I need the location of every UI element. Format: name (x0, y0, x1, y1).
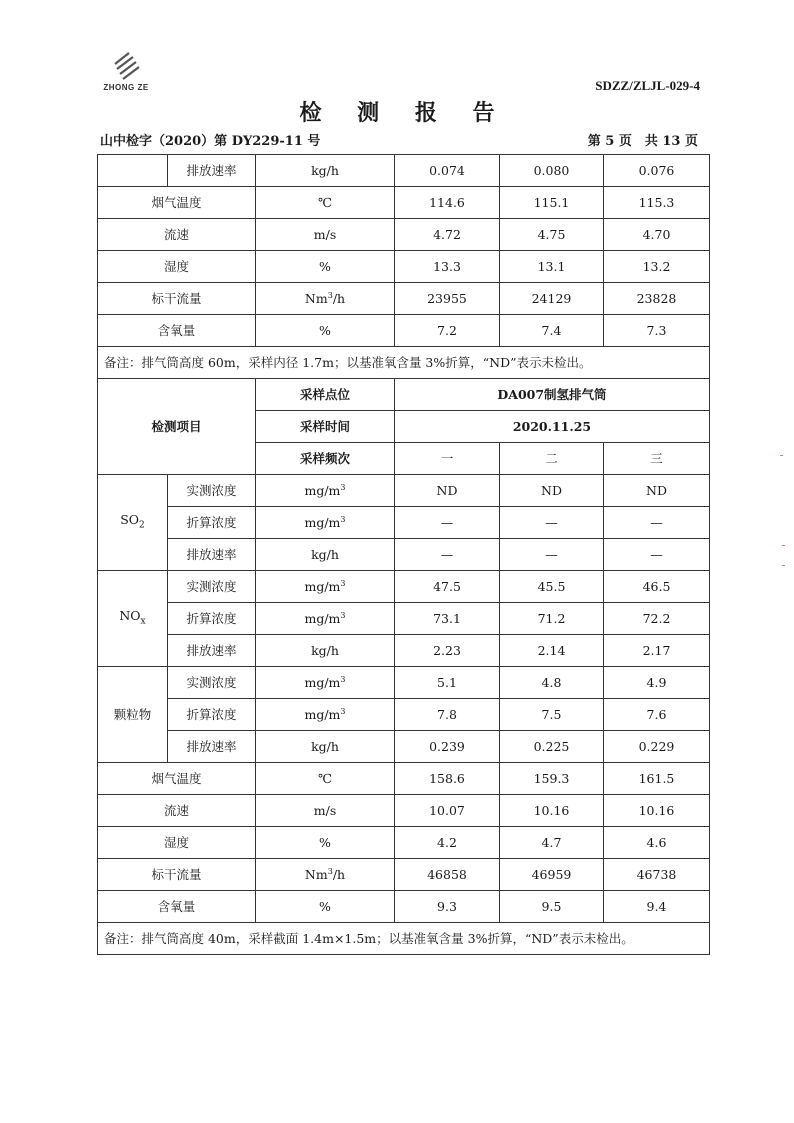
value-cell: 115.1 (500, 187, 604, 219)
value-cell: 45.5 (500, 571, 604, 603)
value-cell: 7.2 (395, 315, 500, 347)
value-cell: — (604, 507, 710, 539)
unit-base: mg/m (304, 706, 341, 722)
value-cell: 159.3 (500, 763, 604, 795)
unit-cell (256, 475, 395, 507)
value-cell: 4.75 (500, 219, 604, 251)
value-cell: 0.229 (604, 731, 710, 763)
unit-superscript: 3 (340, 610, 346, 620)
unit-cell: m/s (256, 795, 395, 827)
value-cell: 0.080 (500, 155, 604, 187)
frequency-cell: 二 (500, 443, 604, 475)
pollutant-subscript: x (140, 616, 146, 627)
value-cell: 161.5 (604, 763, 710, 795)
value-cell: 0.239 (395, 731, 500, 763)
page-title: 检 测 报 告 (299, 100, 509, 126)
value-cell: 23955 (395, 283, 500, 315)
value-cell: — (395, 507, 500, 539)
table-row (98, 251, 710, 283)
value-cell: 10.16 (500, 795, 604, 827)
unit-cell: m/s (256, 219, 395, 251)
value-cell: — (395, 539, 500, 571)
item-cell: 排放速率 (168, 731, 256, 763)
table-row (98, 603, 710, 635)
pollutant-name: NO (119, 608, 141, 624)
value-cell: 0.074 (395, 155, 500, 187)
report-number: 山中检字（2020）第 DY229-11 号 (100, 134, 321, 149)
value-cell: 4.8 (500, 667, 604, 699)
sampling-point-value: DA007制氢排气筒 (395, 379, 710, 411)
value-cell: 71.2 (500, 603, 604, 635)
value-cell: 9.3 (395, 891, 500, 923)
value-cell: 10.07 (395, 795, 500, 827)
scan-mark (782, 545, 785, 546)
unit-cell (256, 667, 395, 699)
value-cell: ND (604, 475, 710, 507)
pollutant-particulate: 颗粒物 (98, 667, 168, 763)
unit-superscript: 3 (340, 578, 346, 588)
sampling-time-value: 2020.11.25 (395, 411, 710, 443)
unit-base: kg/h (311, 546, 339, 562)
value-cell: 5.1 (395, 667, 500, 699)
table-row (98, 475, 710, 507)
value-cell: 7.6 (604, 699, 710, 731)
value-cell: 115.3 (604, 187, 710, 219)
table-row (98, 155, 710, 187)
unit-cell: % (256, 251, 395, 283)
unit-cell (256, 283, 395, 315)
item-cell: 排放速率 (168, 155, 256, 187)
unit-cell: ℃ (256, 187, 395, 219)
value-cell: ND (500, 475, 604, 507)
unit-cell (256, 603, 395, 635)
value-cell: — (500, 539, 604, 571)
value-cell: 7.3 (604, 315, 710, 347)
unit-base: mg/m (304, 578, 341, 594)
unit-cell (256, 635, 395, 667)
pollutant-name: SO (120, 512, 140, 528)
item-cell: 标干流量 (98, 283, 256, 315)
table-row (98, 859, 710, 891)
table-row (98, 763, 710, 795)
item-cell: 标干流量 (98, 859, 256, 891)
detection-item-label: 检测项目 (98, 379, 256, 475)
value-cell: 0.225 (500, 731, 604, 763)
unit-cell: % (256, 827, 395, 859)
item-cell: 湿度 (98, 251, 256, 283)
item-cell: 流速 (98, 219, 256, 251)
value-cell: 4.9 (604, 667, 710, 699)
value-cell: 9.5 (500, 891, 604, 923)
value-cell: 46959 (500, 859, 604, 891)
unit-superscript: 3 (340, 674, 346, 684)
value-cell: 13.1 (500, 251, 604, 283)
unit-tail: /h (332, 866, 346, 882)
value-cell: 46858 (395, 859, 500, 891)
value-cell: 46738 (604, 859, 710, 891)
value-cell: 9.4 (604, 891, 710, 923)
company-logo (100, 50, 152, 92)
value-cell: 4.2 (395, 827, 500, 859)
note-text: 备注：排气筒高度 60m，采样内径 1.7m；以基准氧含量 3%折算，“ND”表示未检出。 (98, 347, 710, 379)
value-cell: 47.5 (395, 571, 500, 603)
item-cell: 实测浓度 (168, 475, 256, 507)
frequency-cell: 三 (604, 443, 710, 475)
table-row (98, 283, 710, 315)
table-row (98, 571, 710, 603)
unit-cell: % (256, 891, 395, 923)
unit-superscript: 3 (327, 290, 333, 300)
unit-base: kg/h (311, 738, 339, 754)
value-cell: 4.7 (500, 827, 604, 859)
table-row (98, 539, 710, 571)
value-cell: 13.3 (395, 251, 500, 283)
item-cell: 烟气温度 (98, 187, 256, 219)
scan-mark (780, 455, 783, 456)
document-code: SDZZ/ZLJL-029-4 (595, 78, 700, 93)
table-row (98, 187, 710, 219)
table-row (98, 635, 710, 667)
unit-base: mg/m (304, 482, 341, 498)
unit-base: mg/m (304, 674, 341, 690)
value-cell: 114.6 (395, 187, 500, 219)
value-cell: — (500, 507, 604, 539)
item-cell: 含氧量 (98, 891, 256, 923)
value-cell: 72.2 (604, 603, 710, 635)
item-cell: 烟气温度 (98, 763, 256, 795)
frequency-cell: 一 (395, 443, 500, 475)
pollutant-so2 (98, 475, 168, 571)
sampling-frequency-label: 采样频次 (256, 443, 395, 475)
table-row (98, 827, 710, 859)
item-cell: 实测浓度 (168, 571, 256, 603)
value-cell: ND (395, 475, 500, 507)
unit-cell: % (256, 315, 395, 347)
value-cell: 23828 (604, 283, 710, 315)
empty-cell (98, 155, 168, 187)
value-cell: 7.4 (500, 315, 604, 347)
value-cell: 7.5 (500, 699, 604, 731)
unit-cell (256, 731, 395, 763)
value-cell: 4.72 (395, 219, 500, 251)
pollutant-subscript: 2 (139, 520, 145, 531)
logo-text: ZHONG ZE (103, 83, 149, 92)
note-row (98, 923, 710, 955)
sampling-point-label: 采样点位 (256, 379, 395, 411)
table-row (98, 699, 710, 731)
value-cell: 2.14 (500, 635, 604, 667)
table-row (98, 731, 710, 763)
value-cell: 73.1 (395, 603, 500, 635)
table-row (98, 219, 710, 251)
value-cell: 158.6 (395, 763, 500, 795)
item-cell: 湿度 (98, 827, 256, 859)
table-row (98, 315, 710, 347)
item-cell: 实测浓度 (168, 667, 256, 699)
unit-cell: ℃ (256, 763, 395, 795)
page-number: 第 5 页 共 13 页 (587, 134, 698, 149)
item-cell: 排放速率 (168, 539, 256, 571)
value-cell: 4.6 (604, 827, 710, 859)
test-results-table (97, 154, 710, 955)
pollutant-nox (98, 571, 168, 667)
item-cell: 折算浓度 (168, 603, 256, 635)
unit-superscript: 3 (340, 482, 346, 492)
unit-cell (256, 539, 395, 571)
unit-base: mg/m (304, 514, 341, 530)
unit-superscript: 3 (340, 706, 346, 716)
item-cell: 折算浓度 (168, 699, 256, 731)
scan-mark (782, 565, 785, 566)
table-row (98, 667, 710, 699)
value-cell: 13.2 (604, 251, 710, 283)
unit-superscript: 3 (327, 866, 333, 876)
unit-base: Nm (304, 866, 328, 882)
unit-cell (256, 571, 395, 603)
unit-base: Nm (304, 290, 328, 306)
table-row (98, 891, 710, 923)
item-cell: 排放速率 (168, 635, 256, 667)
item-cell: 含氧量 (98, 315, 256, 347)
value-cell: 2.17 (604, 635, 710, 667)
zhongze-logo-icon (109, 50, 143, 82)
table-row (98, 379, 710, 411)
item-cell: 流速 (98, 795, 256, 827)
unit-cell (256, 859, 395, 891)
unit-base: mg/m (304, 610, 341, 626)
note-row (98, 347, 710, 379)
unit-tail: /h (332, 290, 346, 306)
item-cell: 折算浓度 (168, 507, 256, 539)
value-cell: 46.5 (604, 571, 710, 603)
unit-superscript: 3 (340, 514, 346, 524)
value-cell: — (604, 539, 710, 571)
unit-base: kg/h (311, 642, 339, 658)
sampling-time-label: 采样时间 (256, 411, 395, 443)
table-row (98, 795, 710, 827)
value-cell: 7.8 (395, 699, 500, 731)
value-cell: 0.076 (604, 155, 710, 187)
value-cell: 4.70 (604, 219, 710, 251)
note-text: 备注：排气筒高度 40m，采样截面 1.4m×1.5m；以基准氧含量 3%折算，“ND”表示未检出。 (98, 923, 710, 955)
unit-cell: kg/h (256, 155, 395, 187)
value-cell: 10.16 (604, 795, 710, 827)
table-row (98, 507, 710, 539)
unit-cell (256, 507, 395, 539)
value-cell: 2.23 (395, 635, 500, 667)
value-cell: 24129 (500, 283, 604, 315)
unit-cell (256, 699, 395, 731)
